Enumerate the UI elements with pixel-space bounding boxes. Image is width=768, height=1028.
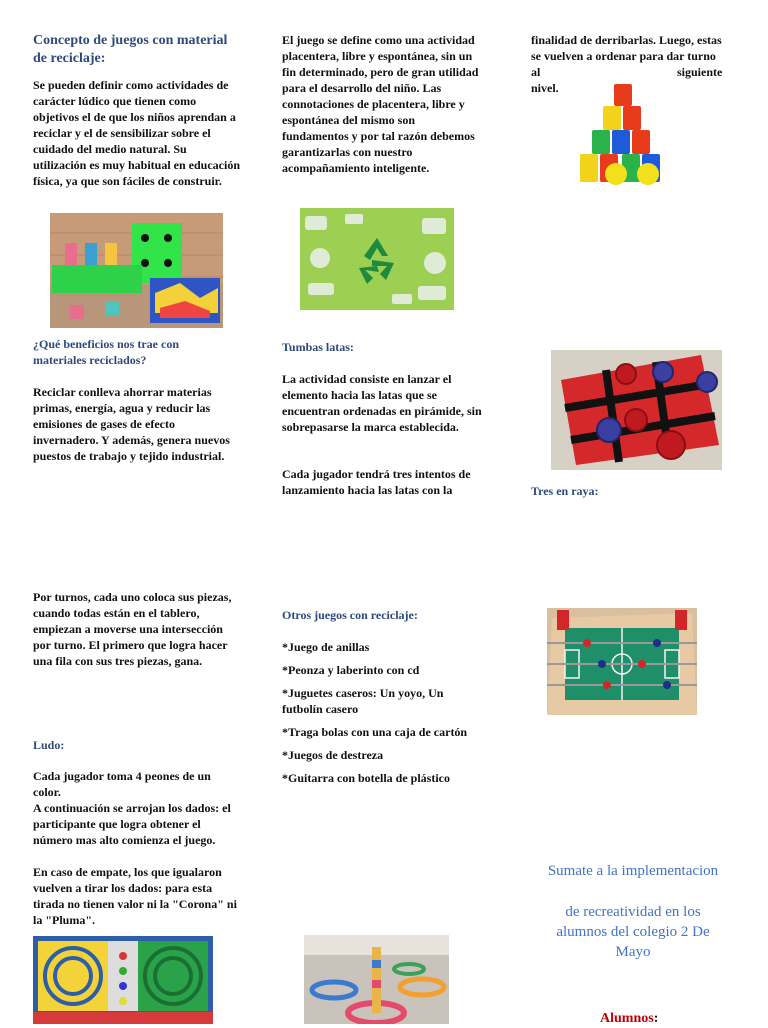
promo-line-2: de recreatividad en los alumnos del colegio 2 De Mayo [556,904,710,960]
tumbas-latas-heading: Tumbas latas: [282,340,354,354]
concepto-title: Concepto de juegos con material de reciclaje: [33,33,228,66]
ludo-heading: Ludo: [33,738,65,752]
list-item: *Juego de anillas [282,640,370,654]
tic-tac-toe-photo [551,350,722,470]
list-item: *Guitarra con botella de plástico [282,771,450,785]
foosball-photo [547,608,697,715]
tumbas-latas-cont: finalidad de derribarlas. Luego, estas se vuelven a ordenar para dar turno [531,33,722,63]
tres-en-raya-rules: Por turnos, cada uno coloca sus piezas, cuando todas están en el tablero, empiezan a moverse una intersección por turno. El primero que logra hacer una fila con sus tres piezas, gana. [33,590,232,668]
tres-en-raya-heading: Tres en raya: [531,484,599,498]
recycling-photo [300,208,454,310]
ludo-rule-1: Cada jugador toma 4 peones de un color. [33,769,211,799]
otros-juegos-list [282,639,487,793]
tumbas-latas-cont-siguiente: siguiente [677,65,723,79]
tumbas-latas-cont-al: al [531,65,541,79]
promo-line-1: Sumate a la implementacion [547,863,719,879]
ludo-rule-2: A continuación se arrojan los dados: el participante que logra obtener el número mas alto comienza el juego. [33,801,231,847]
ring-toss-photo [304,935,449,1024]
alumnos-label-text: Alumnos [600,1011,654,1026]
list-item: *Juguetes caseros: Un yoyo, Un futbolín casero [282,686,444,716]
tumbas-latas-rule-1: La actividad consiste en lanzar el elemento hacia las latas que se encuentran ordenadas en pirámide, sin sobrepasarse la marca establecida. [282,372,482,434]
alumnos-label-colon: : [653,1011,659,1026]
tumbas-latas-cont-nivel: nivel. [531,81,559,95]
ludo-board-photo [33,936,213,1024]
alumnos-label [600,1010,658,1028]
otros-juegos-heading: Otros juegos con reciclaje: [282,608,418,622]
tumbas-latas-rule-2: Cada jugador tendrá tres intentos de lanzamiento hacia las latas con la [282,467,471,497]
ludo-rule-3: En caso de empate, los que igualaron vuelven a tirar los dados: para esta tirada no tienen valor ni la "Corona" ni la "Pluma". [33,865,237,927]
concepto-text: Se pueden definir como actividades de carácter lúdico que tienen como objetivos el de que los niños aprendan a reciclar y el de sensibilizar sobre el cuidado del medio natural. Su utilización es muy habitual en educación física, ya que son fáciles de construir. [33,78,241,188]
list-item: *Peonza y laberinto con cd [282,663,420,677]
beneficios-text: Reciclar conlleva ahorrar materias primas, energía, agua y reducir las emisiones de gases de efecto invernadero. Y además, genera nuevos puestos de trabajo y tejido industrial. [33,385,230,463]
ludo-rules [33,768,238,928]
beneficios-heading: ¿Qué beneficios nos trae con materiales reciclados? [33,337,179,367]
juego-definicion-text: El juego se define como una actividad placentera, libre y espontánea, sin un fin determinado, pero de gran utilidad para el desarrollo del niño. Las connotaciones de placentera, libre y espontánea del mismo son fundamentos y por tal razón debemos garantizarlas con nuestro acompañamiento inteligente. [282,33,479,175]
list-item: *Traga bolas con una caja de cartón [282,725,468,739]
can-pyramid-photo [576,82,668,186]
list-item: *Juegos de destreza [282,748,384,762]
recycled-games-photo [50,213,223,328]
